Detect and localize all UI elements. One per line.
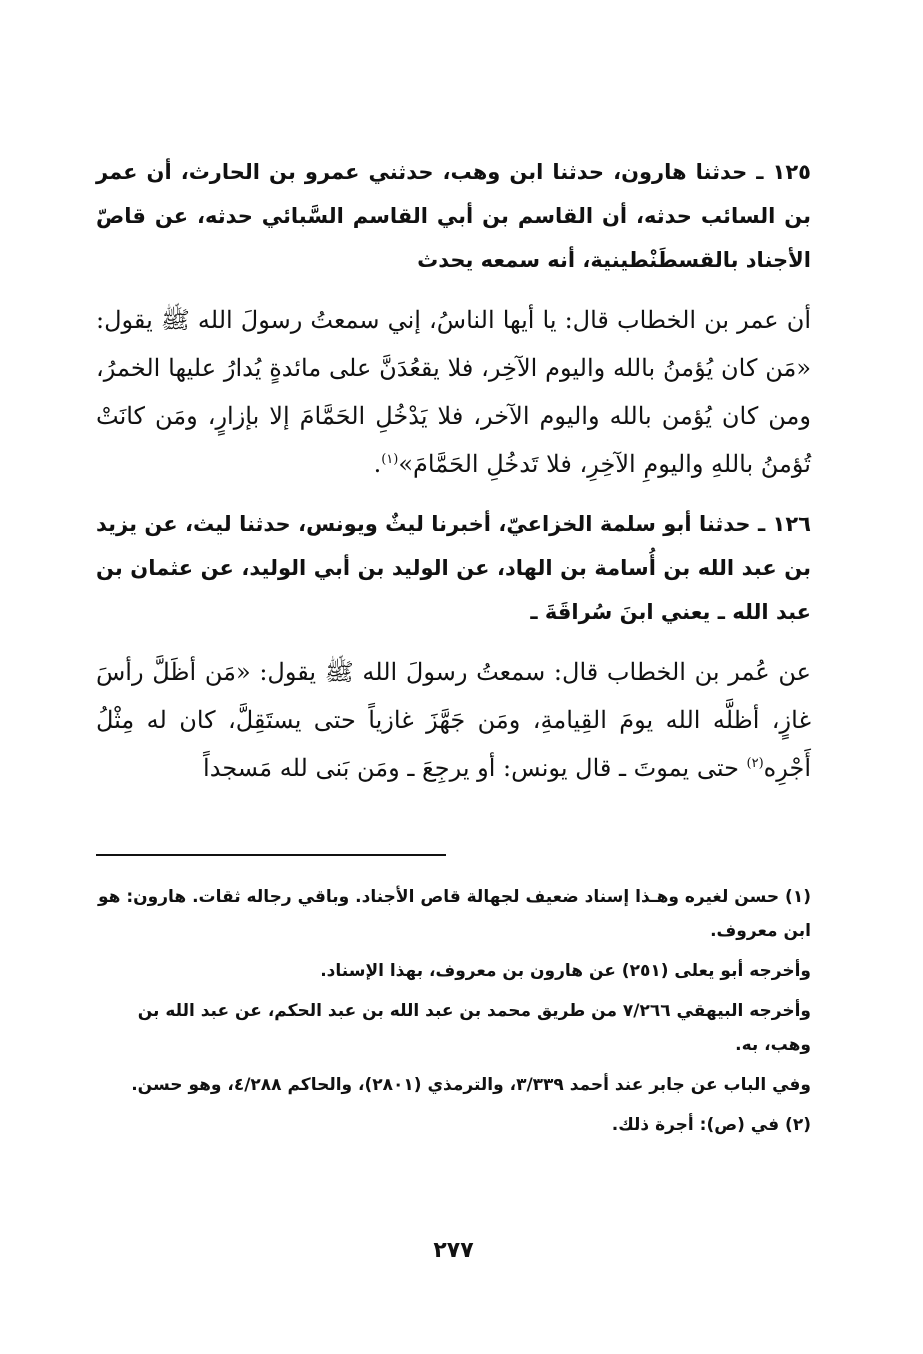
page-number: ٢٧٧ (433, 1238, 474, 1263)
hadith-126-matn-end: حتى يموتَ ـ قال يونس: أو يرجِعَ ـ ومَن بَنى لله مَسجداً (203, 754, 747, 782)
hadith-126 (96, 502, 811, 792)
page-body (96, 150, 811, 1300)
footnote-1-source-bayhaqi: وأخرجه البيهقي ٧/٢٦٦ من طريق محمد بن عبد الله بن عبد الحكم، عن عبد الله بن وهب، به. (137, 1001, 811, 1055)
hadith-125-isnad (96, 150, 811, 282)
hadith-125-isnad-text: ـ حدثنا هارون، حدثنا ابن وهب، حدثني عمرو بن الحارث، أن عمر بن السائب حدثه، أن القاسم بن أبي القاسم السَّبائي حدثه، عن قاصّ الأجناد بالقسطَنْطينية، أنه سمعه يحدث (96, 160, 811, 272)
footnote-1: (١) حسن لغيره وهـذا إسناد ضعيف لجهالة قاص الأجناد. وباقي رجاله ثقات. هارون: هو ابن معروف. (97, 887, 811, 941)
hadith-125-number: ١٢٥ (772, 160, 811, 184)
footnotes (96, 880, 811, 1148)
hadith-125 (96, 150, 811, 488)
hadith-125-matn (96, 296, 811, 488)
hadith-126-number: ١٢٦ (772, 512, 811, 536)
hadith-126-isnad (96, 502, 811, 634)
hadith-126-matn (96, 648, 811, 792)
footnote-ref-1[interactable]: (١) (381, 452, 399, 467)
footnote-2: (٢) في (ص): أجرة ذلك. (611, 1115, 811, 1135)
footnote-1-source-abu-yala: وأخرجه أبو يعلى (٢٥١) عن هارون بن معروف، بهذا الإسناد. (320, 961, 811, 981)
footnote-divider (96, 854, 446, 856)
hadith-125-matn-end: . (373, 450, 382, 478)
footnote-ref-2[interactable]: (٢) (746, 756, 764, 771)
footnote-1-bab-jabir: وفي الباب عن جابر عند أحمد ٣/٣٣٩، والترمذي (٢٨٠١)، والحاكم ٤/٢٨٨، وهو حسن. (131, 1075, 811, 1095)
hadith-126-matn-text: عن عُمر بن الخطاب قال: سمعتُ رسولَ الله ﷺ يقول: «مَن أظَلَّ رأسَ غازٍ، أظلَّه الله يومَ القِيامةِ، ومَن جَهَّزَ غازياً حتى يستَقِلَّ، كان له مِثْلُ أَجْرِه (96, 658, 811, 782)
hadith-126-isnad-text: ـ حدثنا أبو سلمة الخزاعيّ، أخبرنا ليثٌ ويونس، حدثنا ليث، عن يزيد بن عبد الله بن أُسامة بن الهاد، عن الوليد بن أبي الوليد، عن عثمان بن عبد الله ـ يعني ابنَ سُراقَةَ ـ (96, 512, 811, 624)
hadith-125-matn-text: أن عمر بن الخطاب قال: يا أيها الناسُ، إني سمعتُ رسولَ الله ﷺ يقول: «مَن كان يُؤمنُ بالله واليوم الآخِر، فلا يقعُدَنَّ على مائدةٍ يُدارُ عليها الخمرُ، ومن كان يُؤمن بالله واليوم الآخر، فلا يَدْخُلِ الحَمَّامَ إلا بإزارٍ، ومَن كانَتْ تُؤمنُ باللهِ واليومِ الآخِرِ، فلا تَدخُلِ الحَمَّامَ» (96, 306, 811, 478)
